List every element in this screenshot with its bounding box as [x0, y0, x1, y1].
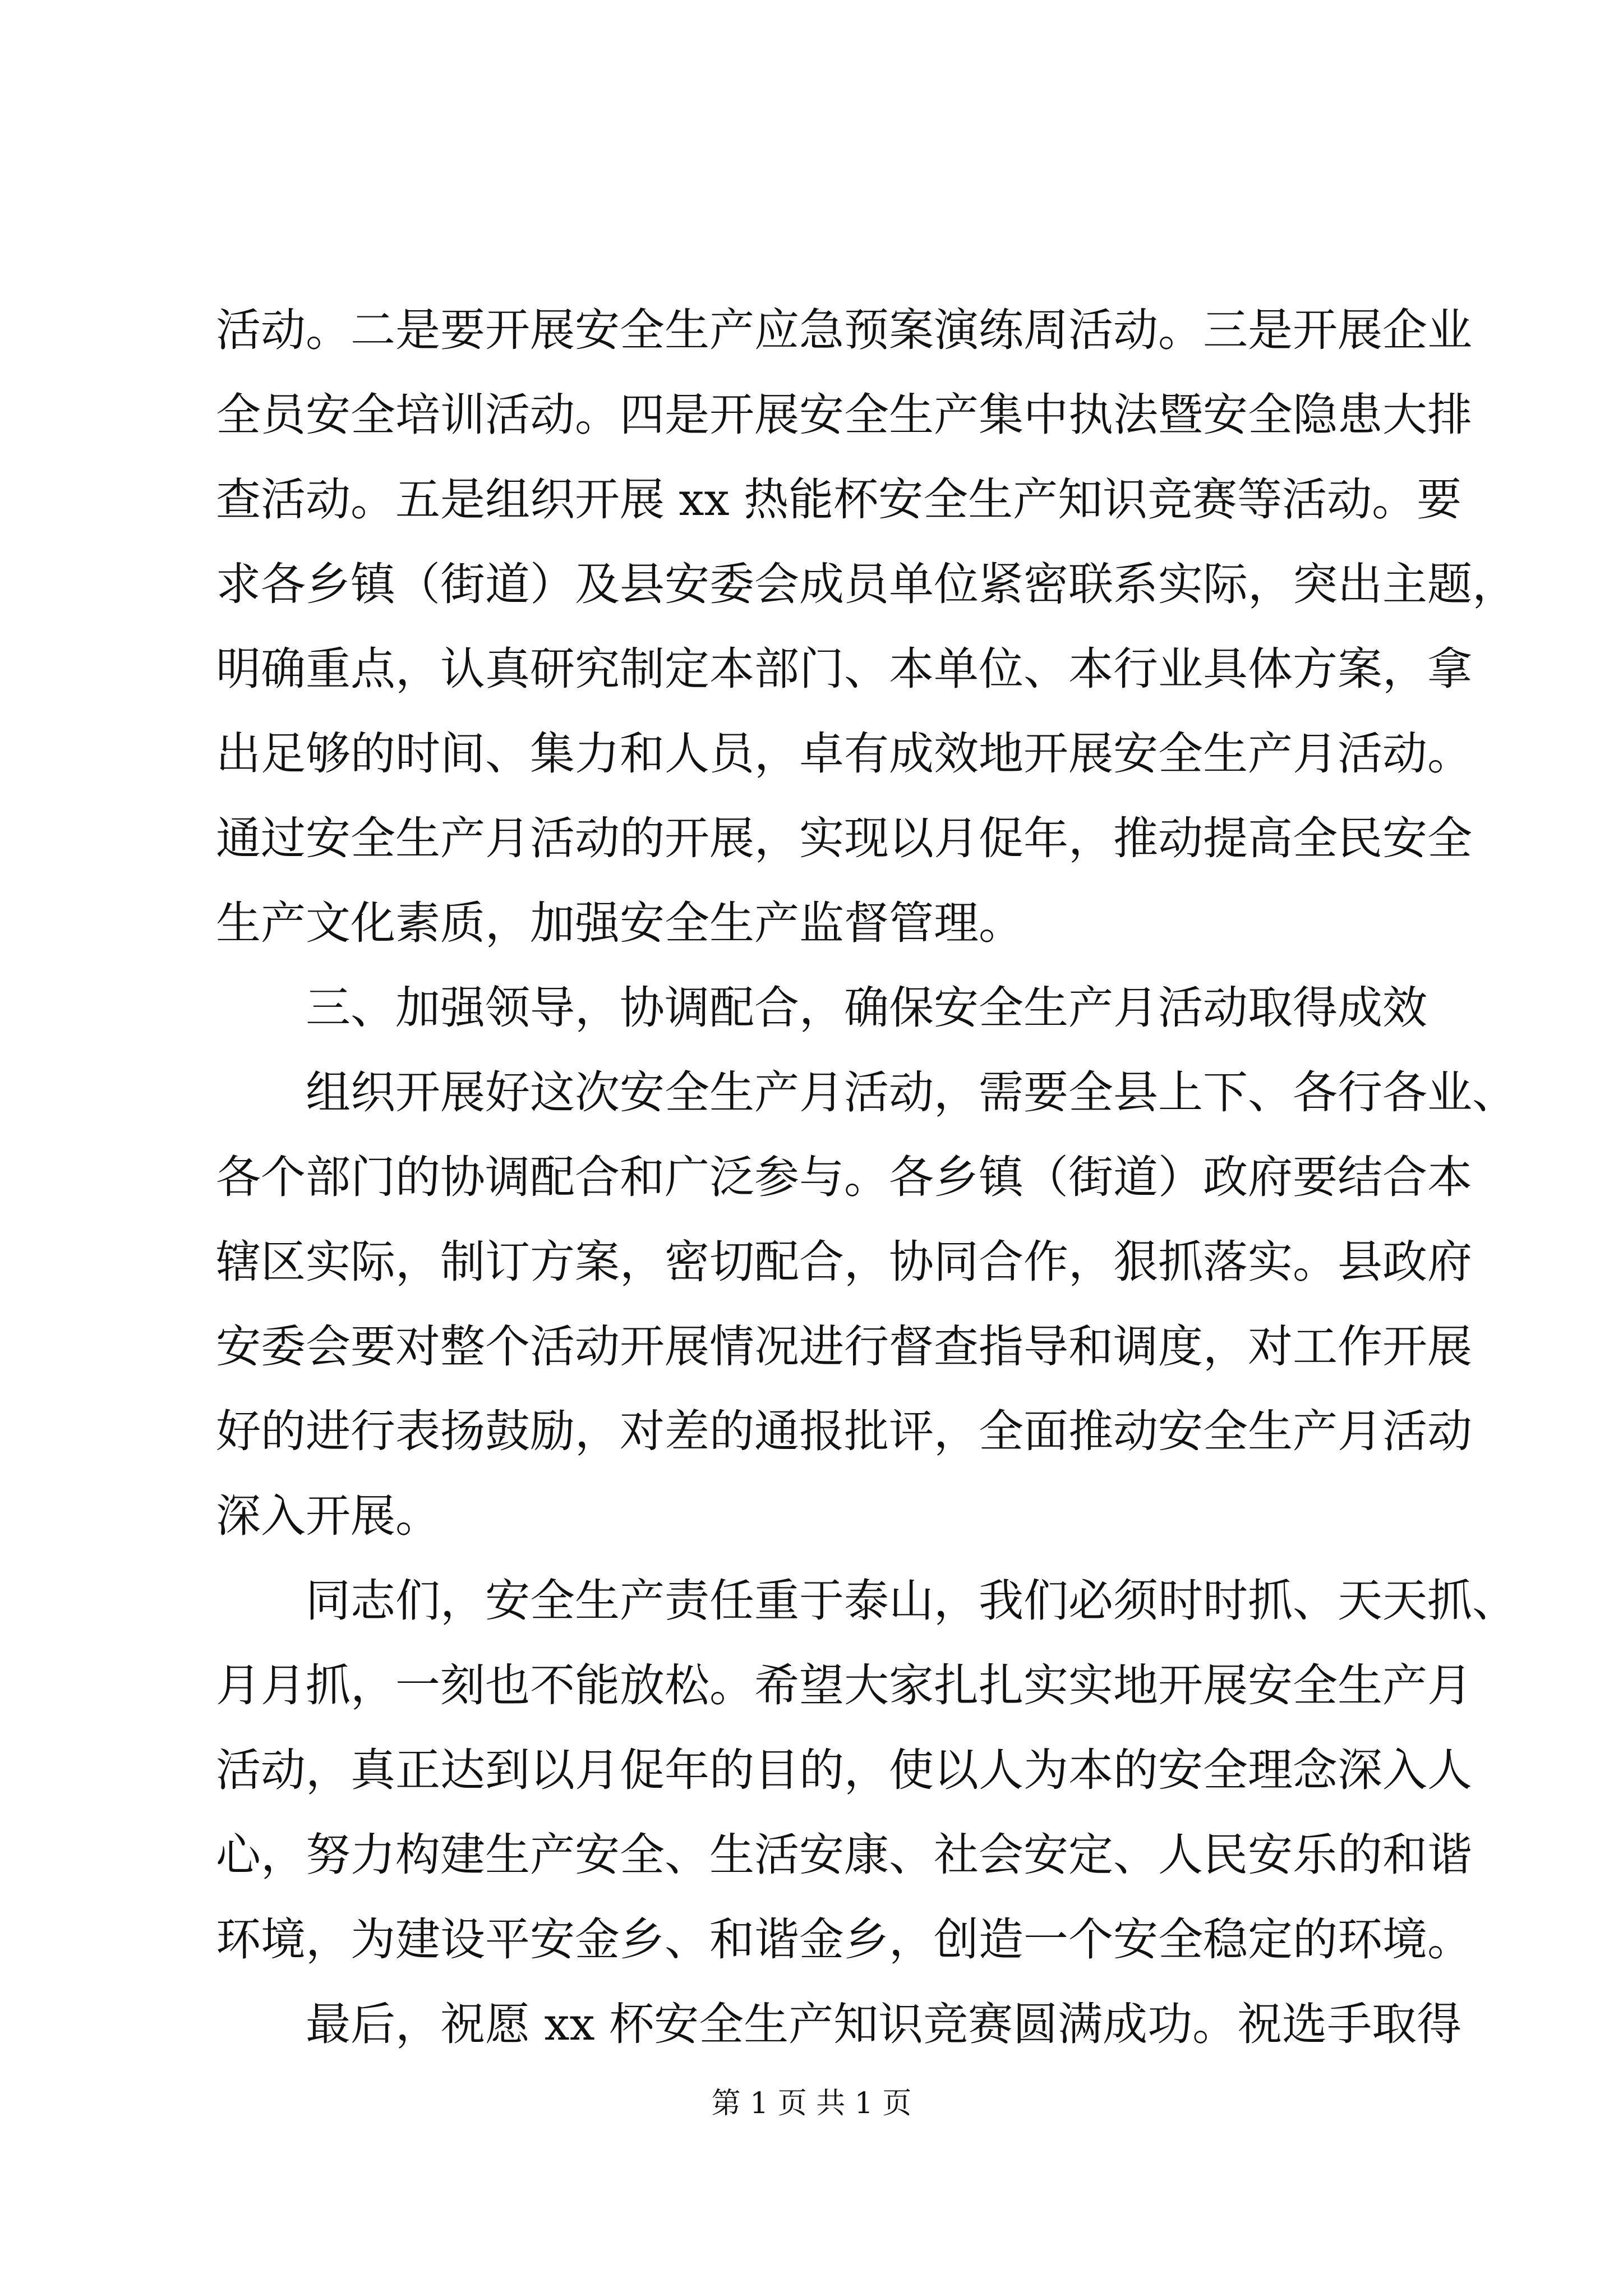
body-text	[216, 288, 1517, 2067]
text-line: 求各乡镇（街道）及县安委会成员单位紧密联系实际，突出主题，	[216, 558, 1517, 610]
text-line: 好的进行表扬鼓励，对差的通报批评，全面推动安全生产月活动	[216, 1405, 1472, 1457]
text-line: 各个部门的协调配合和广泛参与。各乡镇（街道）政府要结合本	[216, 1151, 1472, 1203]
text-line: 活动，真正达到以月促年的目的，使以人为本的安全理念深入人	[216, 1744, 1472, 1796]
text-line: 生产文化素质，加强安全生产监督管理。	[216, 897, 1023, 949]
text-line: 查活动。五是组织开展 xx 热能杯安全生产知识竞赛等活动。要	[216, 473, 1462, 526]
text-line: 深入开展。	[216, 1490, 440, 1542]
text-line: 通过安全生产月活动的开展，实现以月促年，推动提高全民安全	[216, 812, 1472, 864]
text-line: 全员安全培训活动。四是开展安全生产集中执法暨安全隐患大排	[216, 389, 1472, 441]
text-line: 出足够的时间、集力和人员，卓有成效地开展安全生产月活动。	[216, 728, 1472, 780]
text-line: 组织开展好这次安全生产月活动，需要全县上下、各行各业、	[306, 1066, 1517, 1119]
text-line: 月月抓，一刻也不能放松。希望大家扎扎实实地开展安全生产月	[216, 1659, 1472, 1711]
text-line: 环境，为建设平安金乡、和谐金乡，创造一个安全稳定的环境。	[216, 1913, 1472, 1966]
text-line: 活动。二是要开展安全生产应急预案演练周活动。三是开展企业	[216, 304, 1472, 356]
text-line: 明确重点，认真研究制定本部门、本单位、本行业具体方案，拿	[216, 643, 1472, 695]
text-line: 安委会要对整个活动开展情况进行督查指导和调度，对工作开展	[216, 1320, 1472, 1373]
text-line: 最后，祝愿 xx 杯安全生产知识竞赛圆满成功。祝选手取得	[306, 1998, 1462, 2050]
text-line: 心，努力构建生产安全、生活安康、社会安定、人民安乐的和谐	[216, 1829, 1472, 1881]
page-number-footer: 第 1 页 共 1 页	[711, 2087, 912, 2120]
text-line: 辖区实际，制订方案，密切配合，协同合作，狠抓落实。县政府	[216, 1236, 1472, 1288]
section-heading: 三、加强领导，协调配合，确保安全生产月活动取得成效	[306, 982, 1427, 1034]
text-line: 同志们，安全生产责任重于泰山，我们必须时时抓、天天抓、	[306, 1575, 1517, 1627]
